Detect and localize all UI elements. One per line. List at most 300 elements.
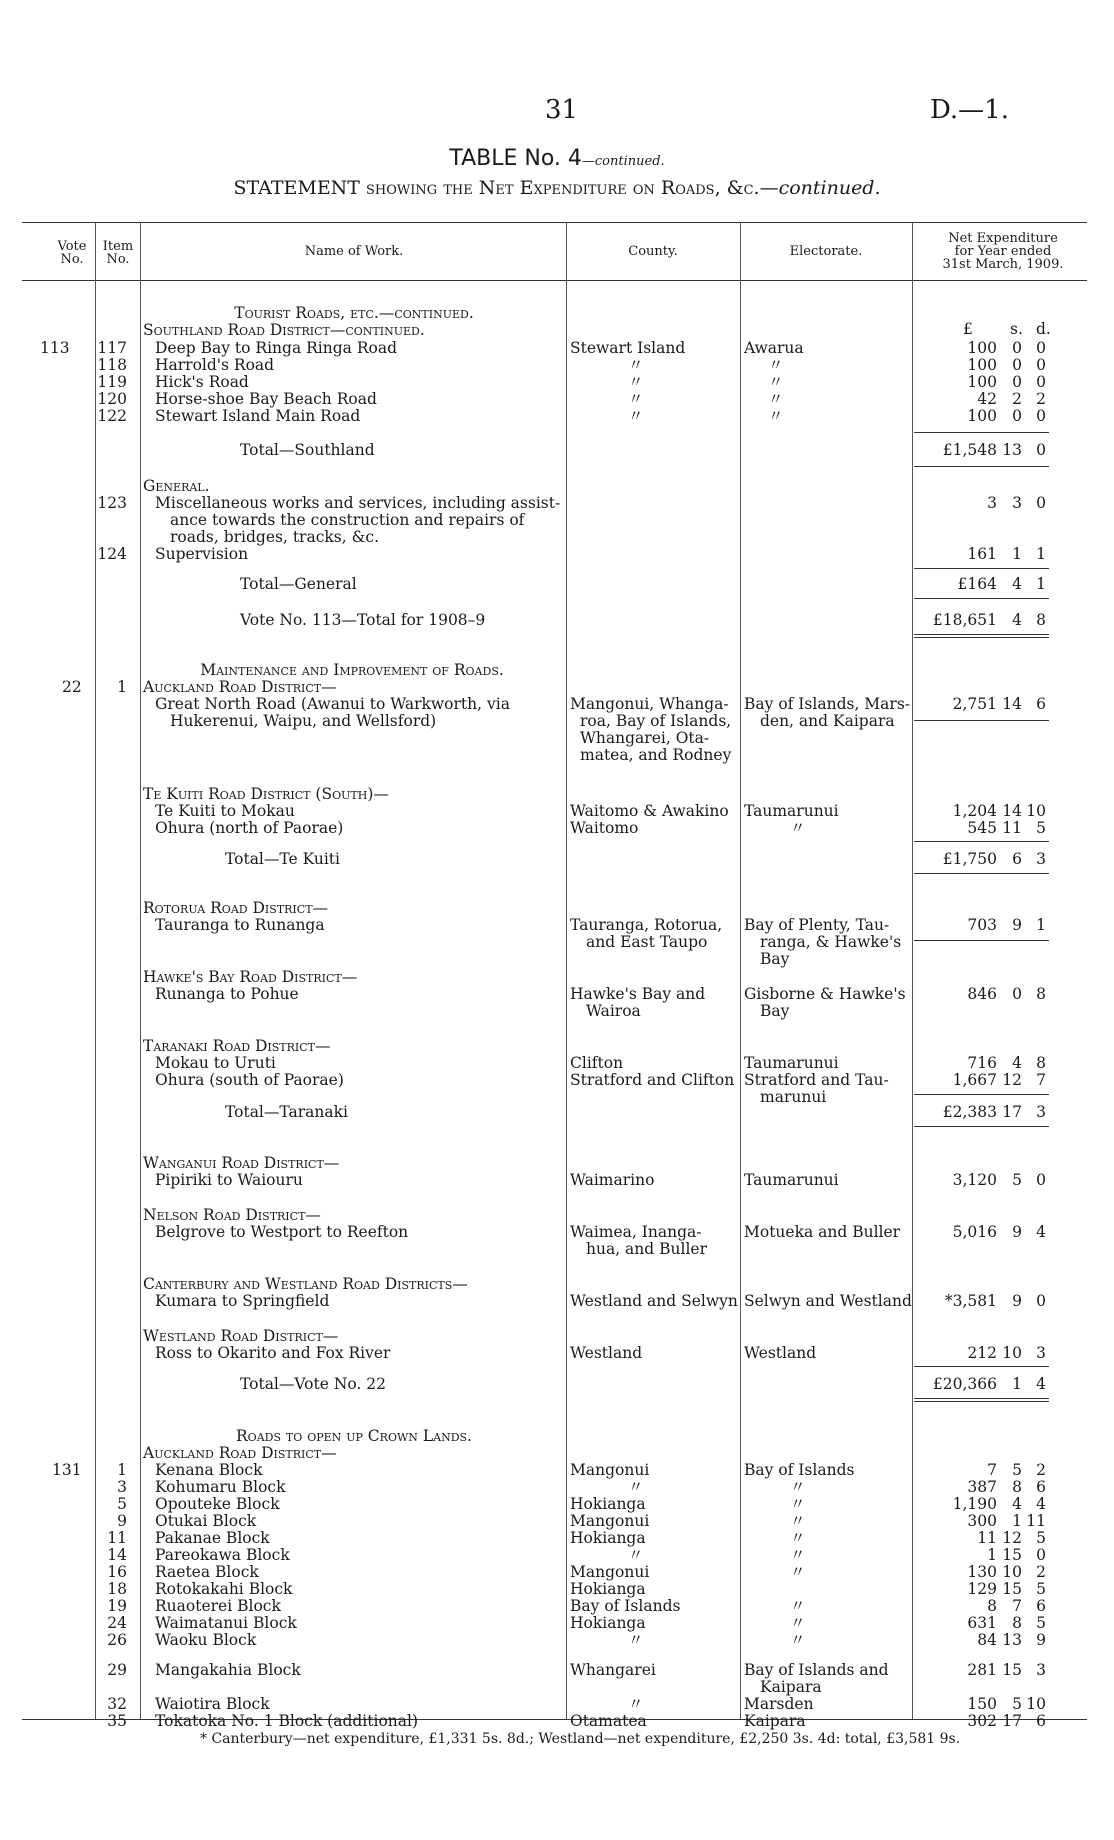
amount-pounds: 3 [987,494,997,512]
item-number: 35 [107,1712,127,1730]
total-pence: 3 [1036,850,1046,868]
amount-pence: 5 [1036,1529,1046,1547]
header-net-line1: Net Expenditure [948,231,1058,246]
county-line1: Waimea, Inanga- [570,1223,702,1241]
total-pounds: £18,651 [932,611,997,629]
work-name: Hick's Road [155,373,249,391]
amount-pounds: 100 [967,407,997,425]
amount-pence: 0 [1036,1546,1046,1564]
electorate: Bay of Islands [744,1461,855,1479]
work-name: Ruaoterei Block [155,1597,281,1615]
amount-pence: 6 [1036,1712,1046,1730]
amount-shillings: 15 [1002,1546,1022,1564]
county: 〃 [628,1631,644,1649]
amount-pence: 0 [1036,494,1046,512]
section-general: General. [143,477,210,495]
amount-pence: 10 [1026,1695,1046,1713]
county: 〃 [628,373,644,391]
county: Mangonui [570,1461,650,1479]
total-rule [914,1126,1049,1127]
electorate: Westland [744,1344,817,1362]
electorate-line1: Bay of Plenty, Tau- [744,916,890,934]
amount-shillings: 9 [1012,916,1022,934]
header-vote [52,240,92,266]
county: 〃 [628,1546,644,1564]
amount-pence: 1 [1036,916,1046,934]
amount-shillings: 8 [1012,1478,1022,1496]
item-number: 123 [97,494,127,512]
header-net-line3: 31st March, 1909. [942,257,1064,272]
total-shillings: 6 [1012,850,1022,868]
amount-pounds: 129 [967,1580,997,1598]
item-number: 16 [107,1563,127,1581]
amount-shillings: 1 [1012,1512,1022,1530]
total-pence: 0 [1036,441,1046,459]
amount-shillings: 3 [1012,494,1022,512]
electorate: Marsden [744,1695,814,1713]
section-rotorua: Rotorua Road District— [143,899,329,917]
county: Westland [570,1344,643,1362]
item-number: 9 [117,1512,127,1530]
work-name: Belgrove to Westport to Reefton [155,1223,409,1241]
amount-shillings: 4 [1012,1495,1022,1513]
total-rule [914,466,1049,467]
county: Otamatea [570,1712,647,1730]
amount-pounds: 846 [967,985,997,1003]
electorate: 〃 [790,1597,806,1615]
total-pounds: £20,366 [932,1375,997,1393]
electorate: 〃 [768,407,784,425]
item-number: 118 [97,356,127,374]
work-name: Tauranga to Runanga [155,916,325,934]
county: Bay of Islands [570,1597,681,1615]
amount-pounds: 2,751 [952,695,997,713]
table-title [0,146,1114,171]
footnote: * Canterbury—net expenditure, £1,331 5s. 8d.; Westland—net expenditure, £2,250 3s. 4d: total, £3,581 9s. [200,1731,961,1747]
header-net-expenditure [913,232,1093,271]
county: Whangarei [570,1661,656,1679]
section-hawkes-bay: Hawke's Bay Road District— [143,968,358,986]
amount-pence: 0 [1036,1171,1046,1189]
electorate-line1: Stratford and Tau- [744,1071,889,1089]
amount-shillings: 0 [1012,985,1022,1003]
total-pounds: £164 [957,575,997,593]
amount-pounds: 281 [967,1661,997,1679]
amount-pounds: 545 [967,819,997,837]
work-name: Pipiriki to Waiouru [155,1171,303,1189]
work-name-line2: ance towards the construction and repairs of [170,511,525,529]
amount-pence: 6 [1036,695,1046,713]
subtotal-rule [914,432,1049,433]
amount-shillings: 10 [1002,1344,1022,1362]
row-rule [914,940,1049,941]
electorate: 〃 [790,1614,806,1632]
amount-pence: 0 [1036,407,1046,425]
currency-shillings-head: s. [1010,320,1023,338]
amount-pounds: 42 [977,390,997,408]
section-southland: Southland Road District—continued. [143,321,425,339]
work-name: Harrold's Road [155,356,275,374]
work-name: Rotokakahi Block [155,1580,293,1598]
county: 〃 [628,1478,644,1496]
amount-pence: 3 [1036,1661,1046,1679]
total-rule [914,873,1049,874]
amount-pence: 0 [1036,339,1046,357]
header-vote-line2: No. [60,252,84,267]
header-vote-line1: Vote [57,239,87,254]
item-number: 1 [117,1461,127,1479]
total-label: Vote No. 113—Total for 1908–9 [240,611,486,629]
column-divider-vote [95,222,96,1719]
amount-shillings: 11 [1002,819,1022,837]
amount-pence: 5 [1036,1614,1046,1632]
column-divider-electorate [912,222,913,1719]
amount-shillings: 7 [1012,1597,1022,1615]
electorate: 〃 [768,390,784,408]
amount-shillings: 9 [1012,1292,1022,1310]
section-canterbury-westland: Canterbury and Westland Road Districts— [143,1275,468,1293]
section-tourist-roads: Tourist Roads, etc.—continued. [234,304,474,322]
electorate: 〃 [790,1512,806,1530]
county-line2: hua, and Buller [586,1240,708,1258]
work-name: Horse-shoe Bay Beach Road [155,390,377,408]
amount-pounds: 3,120 [952,1171,997,1189]
work-name-line1: Miscellaneous works and services, including assist- [155,494,561,512]
column-divider-name [566,222,567,1719]
statement-text: STATEMENT showing the Net Expenditure on Roads, &c. [233,177,760,199]
county-line2: and East Taupo [586,933,708,951]
section-nelson: Nelson Road District— [143,1206,321,1224]
section-te-kuiti: Te Kuiti Road District (South)— [143,785,389,803]
electorate-line2: ranga, & Hawke's [760,933,902,951]
total-shillings: 13 [1002,441,1022,459]
section-auckland-crown: Auckland Road District— [143,1444,337,1462]
amount-pounds: 302 [967,1712,997,1730]
work-name: Mokau to Uruti [155,1054,276,1072]
amount-pounds: 7 [987,1461,997,1479]
electorate: Motueka and Buller [744,1223,901,1241]
total-pence: 8 [1036,611,1046,629]
header-net-line2: for Year ended [954,244,1052,259]
amount-shillings: 14 [1002,695,1022,713]
electorate: 〃 [790,1495,806,1513]
county: Hokianga [570,1614,646,1632]
item-number: 5 [117,1495,127,1513]
electorate: Awarua [744,339,804,357]
amount-shillings: 5 [1012,1171,1022,1189]
subtotal-rule [914,1094,1049,1095]
column-divider-county [740,222,741,1719]
vote-number: 22 [62,678,82,696]
electorate: Bay of Islands and [744,1661,889,1679]
amount-pence: 6 [1036,1597,1046,1615]
statement-heading [0,177,1114,199]
county: Waimarino [570,1171,655,1189]
county: Westland and Selwyn [570,1292,738,1310]
total-pounds: £1,750 [942,850,997,868]
section-westland: Westland Road District— [143,1327,339,1345]
electorate: 〃 [790,819,806,837]
amount-shillings: 0 [1012,356,1022,374]
county: Stratford and Clifton [570,1071,735,1089]
amount-pence: 4 [1036,1223,1046,1241]
work-name: Mangakahia Block [155,1661,301,1679]
electorate-line2: marunui [760,1088,827,1106]
amount-pounds: 703 [967,916,997,934]
work-name: Waiotira Block [155,1695,270,1713]
electorate-line2: den, and Kaipara [760,712,895,730]
amount-pence: 0 [1036,373,1046,391]
amount-shillings: 17 [1002,1712,1022,1730]
amount-shillings: 9 [1012,1223,1022,1241]
electorate-line1: Bay of Islands, Mars- [744,695,911,713]
county: Hokianga [570,1529,646,1547]
amount-pence: 8 [1036,1054,1046,1072]
work-name: Kohumaru Block [155,1478,286,1496]
amount-pounds: 161 [967,545,997,563]
work-name: Kenana Block [155,1461,263,1479]
amount-pence: 4 [1036,1495,1046,1513]
amount-pounds: 1,190 [952,1495,997,1513]
table-title-text: TABLE No. 4 [449,146,582,171]
amount-pounds: 84 [977,1631,997,1649]
amount-shillings: 13 [1002,1631,1022,1649]
work-name: Pareokawa Block [155,1546,290,1564]
county-line1: Hawke's Bay and [570,985,706,1003]
electorate: 〃 [768,356,784,374]
page-number: 31 [545,95,579,125]
block-electorate-line2: Kaipara [760,1678,822,1696]
amount-pence: 11 [1026,1512,1046,1530]
total-label: Total—Te Kuiti [225,850,340,868]
amount-shillings: 10 [1002,1563,1022,1581]
county-line2: Wairoa [586,1002,641,1020]
item-number: 11 [107,1529,127,1547]
electorate: 〃 [790,1563,806,1581]
electorate-line1: Gisborne & Hawke's [744,985,906,1003]
county: Hokianga [570,1580,646,1598]
total-pounds: £2,383 [942,1103,997,1121]
work-name: Otukai Block [155,1512,257,1530]
double-rule-bottom [914,1401,1049,1402]
work-name: Stewart Island Main Road [155,407,361,425]
header-item-line2: No. [106,252,130,267]
work-name: Deep Bay to Ringa Ringa Road [155,339,397,357]
work-name: Runanga to Pohue [155,985,299,1003]
double-rule-top [914,1398,1049,1399]
amount-pence: 6 [1036,1478,1046,1496]
double-rule-top [914,634,1049,635]
work-name: Opouteke Block [155,1495,280,1513]
row-rule [914,720,1049,721]
total-pence: 1 [1036,575,1046,593]
total-shillings: 4 [1012,575,1022,593]
item-number: 14 [107,1546,127,1564]
subtotal-rule [914,1366,1049,1367]
county-line1: Tauranga, Rotorua, [570,916,723,934]
county: 〃 [628,1695,644,1713]
electorate-line2: Bay [760,1002,790,1020]
county-line4: matea, and Rodney [580,746,732,764]
work-name-line3: roads, bridges, tracks, &c. [170,528,379,546]
amount-pounds: 1,667 [952,1071,997,1089]
document-reference: D.—1. [930,95,1009,125]
amount-pence: 8 [1036,985,1046,1003]
item-number: 122 [97,407,127,425]
work-name: Ohura (north of Paorae) [155,819,344,837]
total-pounds: £1,548 [942,441,997,459]
total-label: Total—General [240,575,357,593]
section-wanganui: Wanganui Road District— [143,1154,340,1172]
section-taranaki: Taranaki Road District— [143,1037,331,1055]
amount-pounds: 716 [967,1054,997,1072]
work-name: Kumara to Springfield [155,1292,330,1310]
amount-shillings: 2 [1012,390,1022,408]
amount-pence: 0 [1036,1292,1046,1310]
section-auckland: Auckland Road District— [143,678,337,696]
total-label: Total—Taranaki [225,1103,348,1121]
double-rule-bottom [914,637,1049,638]
county: Mangonui [570,1563,650,1581]
currency-pence-head: d. [1036,320,1051,338]
electorate-line3: Bay [760,950,790,968]
item-number: 3 [117,1478,127,1496]
electorate: Kaipara [744,1712,806,1730]
item-number: 19 [107,1597,127,1615]
amount-pounds: *3,581 [944,1292,997,1310]
work-name: Te Kuiti to Mokau [155,802,295,820]
amount-pounds: 5,016 [952,1223,997,1241]
electorate: Taumarunui [744,802,839,820]
total-label: Total—Southland [240,441,375,459]
amount-shillings: 5 [1012,1461,1022,1479]
work-name: Ross to Okarito and Fox River [155,1344,391,1362]
subtotal-rule [914,841,1049,842]
header-county: County. [628,244,678,259]
total-shillings: 4 [1012,611,1022,629]
item-number: 117 [97,339,127,357]
county: 〃 [628,407,644,425]
item-number: 32 [107,1695,127,1713]
work-name: Waoku Block [155,1631,257,1649]
item-number: 124 [97,545,127,563]
electorate: 〃 [790,1546,806,1564]
amount-pounds: 212 [967,1344,997,1362]
work-name-line2: Hukerenui, Waipu, and Wellsford) [170,712,437,730]
county-line2: roa, Bay of Islands, [580,712,732,730]
total-shillings: 17 [1002,1103,1022,1121]
work-name: Ohura (south of Paorae) [155,1071,344,1089]
total-pence: 3 [1036,1103,1046,1121]
amount-pounds: 150 [967,1695,997,1713]
amount-pence: 2 [1036,390,1046,408]
county: Clifton [570,1054,624,1072]
header-bottom-rule [22,280,1087,281]
header-name-of-work: Name of Work. [304,244,404,259]
amount-pounds: 100 [967,373,997,391]
work-name: Tokatoka No. 1 Block (additional) [155,1712,419,1730]
electorate: 〃 [790,1529,806,1547]
electorate: 〃 [768,373,784,391]
work-name: Supervision [155,545,249,563]
item-number: 1 [117,678,127,696]
amount-shillings: 0 [1012,373,1022,391]
work-name: Waimatanui Block [155,1614,297,1632]
county-line1: Mangonui, Whanga- [570,695,729,713]
total-rule [914,598,1049,599]
county: Waitomo & Awakino [570,802,729,820]
vote-number: 131 [52,1461,82,1479]
amount-shillings: 0 [1012,407,1022,425]
county: Hokianga [570,1495,646,1513]
amount-pence: 2 [1036,1563,1046,1581]
amount-shillings: 14 [1002,802,1022,820]
amount-pounds: 130 [967,1563,997,1581]
amount-pounds: 300 [967,1512,997,1530]
subtotal-rule [914,568,1049,569]
amount-shillings: 8 [1012,1614,1022,1632]
amount-shillings: 15 [1002,1661,1022,1679]
amount-pence: 5 [1036,819,1046,837]
electorate: Taumarunui [744,1171,839,1189]
header-item-line1: Item [102,239,134,254]
total-shillings: 1 [1012,1375,1022,1393]
statement-continued: —continued. [759,177,881,199]
county: Waitomo [570,819,639,837]
currency-pounds-head: £ [963,320,973,338]
electorate: Taumarunui [744,1054,839,1072]
work-name: Raetea Block [155,1563,259,1581]
item-number: 29 [107,1661,127,1679]
item-number: 24 [107,1614,127,1632]
item-number: 26 [107,1631,127,1649]
table-title-continued: —continued. [581,154,665,169]
county-line3: Whangarei, Ota- [580,729,710,747]
amount-pounds: 631 [967,1614,997,1632]
county: 〃 [628,356,644,374]
header-electorate: Electorate. [789,244,863,259]
amount-shillings: 4 [1012,1054,1022,1072]
amount-shillings: 5 [1012,1695,1022,1713]
item-number: 18 [107,1580,127,1598]
amount-pounds: 387 [967,1478,997,1496]
amount-pounds: 11 [977,1529,997,1547]
amount-shillings: 0 [1012,339,1022,357]
column-divider-item [140,222,141,1719]
county: 〃 [628,390,644,408]
work-name: Pakanae Block [155,1529,270,1547]
item-number: 120 [97,390,127,408]
amount-shillings: 15 [1002,1580,1022,1598]
electorate: 〃 [790,1631,806,1649]
header-item [97,240,139,266]
amount-pounds: 1 [987,1546,997,1564]
amount-pounds: 100 [967,356,997,374]
work-name-line1: Great North Road (Awanui to Warkworth, via [155,695,510,713]
amount-shillings: 12 [1002,1529,1022,1547]
amount-shillings: 12 [1002,1071,1022,1089]
county: Stewart Island [570,339,686,357]
county: Mangonui [570,1512,650,1530]
amount-pence: 2 [1036,1461,1046,1479]
amount-pounds: 8 [987,1597,997,1615]
total-label: Total—Vote No. 22 [240,1375,387,1393]
amount-shillings: 1 [1012,545,1022,563]
electorate: Selwyn and Westland [744,1292,912,1310]
item-number: 119 [97,373,127,391]
total-pence: 4 [1036,1375,1046,1393]
section-crown-lands: Roads to open up Crown Lands. [236,1427,472,1445]
